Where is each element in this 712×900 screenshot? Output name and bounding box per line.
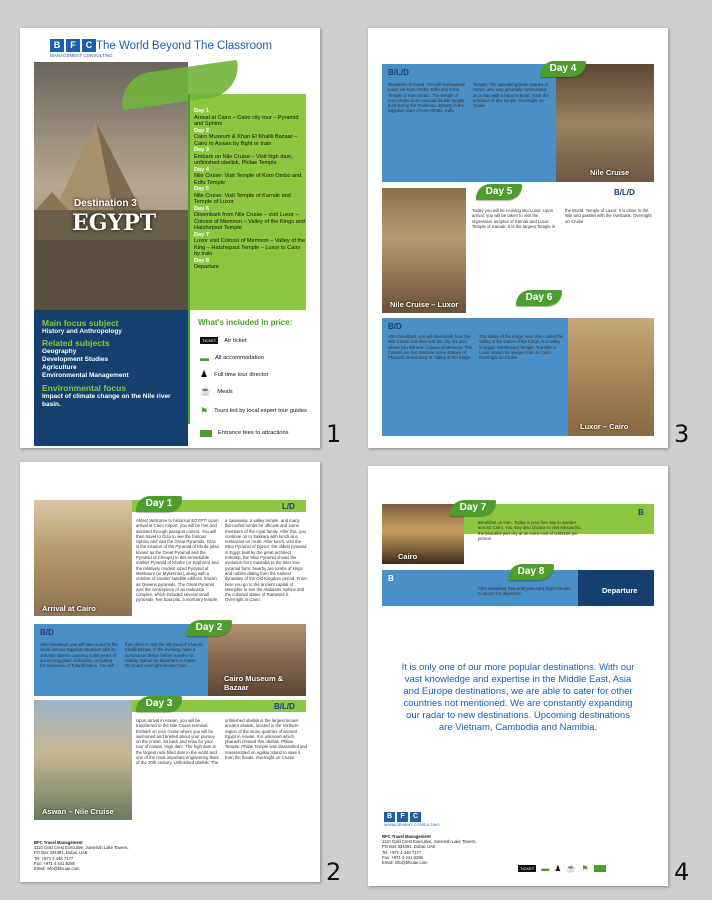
- day5-meal-tag: B/L/D: [614, 188, 635, 197]
- day4-photo: [556, 64, 654, 182]
- meals-icon: ☕: [200, 386, 212, 396]
- day3-text: Upon arrival in Aswan, you will be transferred to the Nile Cruise terminal. Embark on your cruise where you will be welcomed and briefed about your journey on the cruise. Sit back and relax for your tour of Aswan. High dam: The high dam is the largest rock-filled dam in the world and one of the most important engineering feats of the 20th century. Unfinished obelisk: The unfinished obelisk is the largest known ancient obelisk, located in the northern region of the stone quarries of ancient Egypt in Aswan. It is unknown which pharaoh created this obelisk. Philae Temple: Philae Temple was dismantled and reassembled on Agilkia Island to save it from the floods. Overnight on Cruise.: [136, 718, 308, 766]
- day5-photo: [382, 188, 466, 313]
- bfc-logo: B F C MANAGEMENT CONSULTING: [384, 813, 440, 827]
- included-list: [200, 332, 310, 444]
- itinerary-day-2: Day 2 Cairo Museum & Khan El Khalili Bazaar – Cairo to Aswan by flight or train: [194, 127, 298, 147]
- included-item: ☕ Meals: [200, 386, 233, 396]
- environmental-text: Impact of climate change on the Nile river basin.: [42, 393, 171, 408]
- day6-photo: [568, 318, 654, 436]
- day2-caption: Cairo Museum & Bazaar: [224, 674, 284, 692]
- day3-caption: Aswan – Nile Cruise: [42, 807, 114, 816]
- meals-icon: ☕: [566, 864, 577, 873]
- leaf-stem: [188, 94, 190, 424]
- closing-text: It is only one of our more popular destinations. With our vast knowledge and expertise in the Middle East, Asia and Europe destinations, we are able to cater for other countries not mentioned. We are constantly expanding our radar to new destinations. Upcoming destinations are Vietnam, Cambodia and Namibia.: [401, 662, 635, 733]
- guide-icon: ♟: [200, 369, 209, 379]
- day1-text: Ahlan! Welcome to historical EGYPT! Upon arrival at Cairo Airport, you will be met and assisted through passport control. You will then travel to Giza to see the famous Sphinx and visit the Great Pyramids. Giza is the location of the Pyramid of Khufu (also known as the Great Pyramid and the Pyramid of Cheops) in this remarkable marker Pyramid of Khafre (or Kephren) and the relatively modest sized Pyramid of Menkaure (or Mykerinus), along with a number of smaller satellite edifices, known as Queens pyramids. The Great Pyramid was the centrepiece of an elaborate complex, which included several small pyramids, five boat pits, a mortuary temple, a causeway, a valley temple, and many flat-roofed tombs for officials and some members of the royal family. After this, you continue on to Sakkara with lunch at a restaurant en route. After lunch, visit the Step Pyramid of Djoser, the oldest pyramid in Egypt built by the great architect Imhotep, the Step Pyramid shows the evolution from mastaba to the later true pyramid form. Nearby are tombs of kings and nobles dating from the earliest dynasties of the Old Kingdom period. From here you go to the ancient capital of Memphis to see the Alabaster Sphinx and the colossal statue of Rameses II. Overnight in Cairo.: [136, 518, 307, 603]
- itinerary-list: [194, 108, 306, 271]
- bed-icon: ▬: [541, 864, 550, 873]
- flag-icon: ⚑: [200, 405, 209, 416]
- ticket-icon: TICKET: [202, 338, 217, 343]
- included-item: Entrance fees to attractions: [200, 422, 310, 444]
- bfc-logo: B F C MANAGEMENT CONSULTING: [50, 40, 113, 58]
- day4-badge: Day 4: [540, 61, 586, 77]
- guide-icon: ♟: [554, 864, 562, 873]
- itinerary-day-6: Day 6 Disembark from Nile Cruise – visit Luxor – Colossi of Memnon – Valley of the Kings and Hatshepsut Temple: [194, 205, 305, 231]
- ticket-icon: [200, 430, 212, 437]
- day3-badge: Day 3: [136, 696, 182, 712]
- footer-address: BFC Travel Management 1110 Gold Crest Executive, Jumeirah Lake Towers, PO Box 334391, Dubai, UAE Tel: +971 4 448 7177 Fax: +971 4 441 9256 Email: info@bfcuae.com: [382, 834, 477, 866]
- day3-meal-tag: B/L/D: [274, 702, 295, 711]
- day6-badge: Day 6: [516, 290, 562, 306]
- page-number-4: 4: [674, 858, 690, 886]
- destination-name: EGYPT: [72, 210, 157, 236]
- itinerary-day-1: Day 1 Arrival at Cairo – Cairo city tour – Pyramid and Sphinx: [194, 108, 299, 127]
- day2-meal-tag: B/D: [40, 628, 54, 637]
- day4-text: Breakfast on board. You will sail towards Luxor via Kom Ombo, Edfu and Esna. Temple of Kom Ombo: The temple of Kom Ombo is an unusual double temple built during the Ptolemaic dynasty in the Egyptian town of Kom Ombo. Edfu Temple: The splendid granite statues of Horus, who was generally represented as a man with a falcon's head, mark the entrance of this temple. Overnight on Cruise.: [388, 82, 549, 114]
- ticket-icon: [594, 865, 606, 872]
- itinerary-day-3: Day 3 Embark on Nile Cruise – Visit high dam, unfinished obelisk, Philae Temple: [194, 147, 293, 166]
- included-item: ▬ All accommodation: [200, 352, 264, 363]
- day7-meal-tag: B: [638, 508, 644, 517]
- itinerary-day-5: Day 5 Nile Cruise: Visit Temple of Karnak and Temple of Luxor: [194, 186, 291, 205]
- bed-icon: ▬: [200, 352, 209, 363]
- day1-badge: Day 1: [136, 496, 182, 512]
- day8-text: After breakfast, free until your early flight transfer to airport for departure.: [478, 586, 571, 597]
- day4-meal-tag: B/L/D: [388, 68, 409, 77]
- page-number-1: 1: [326, 420, 342, 448]
- day4-caption: Nile Cruise: [590, 168, 630, 177]
- day8-badge: Day 8: [508, 564, 554, 580]
- day7-badge: Day 7: [450, 500, 496, 516]
- included-item: ♟ Full time tour director: [200, 369, 269, 379]
- included-item: TICKET Air ticket: [202, 337, 247, 344]
- day5-text: Today you will be cruising into Luxor. Upon arrival, you will be taken to visit the impressive temples of Karnak and Luxor. Temple of Karnak: It is the largest Temple in the World. Temple of Luxor: It is close to the Nile and parallel with the riverbank. Overnight on Cruise.: [472, 208, 652, 229]
- main-focus-title: Main focus subject: [42, 318, 119, 328]
- page-number-2: 2: [326, 858, 342, 886]
- day6-caption: Luxor – Cairo: [580, 422, 629, 431]
- day8-caption: Departure: [602, 586, 638, 595]
- day5-caption: Nile Cruise – Luxor: [390, 300, 459, 309]
- related-title: Related subjects: [42, 338, 110, 348]
- itinerary-day-4: Day 4 Nile Cruise: Visit Temple of Kom Ombo and Edfu Temple: [194, 166, 302, 186]
- ticket-icon: TICKET: [520, 866, 535, 871]
- day2-text: After breakfast, you will take a tour to the world famous Egyptian Museum with its 100,000 objects covering 4,000 years of ancient Egyptian civilization, including the treasures of Tutankhamun. You will then drive to visit the old souq of Khan El Khalili bazaar. In the evening, have a sumptuous dinner before transfer to railway station for departure to Aswan. On board overnight sleeper train.: [40, 642, 203, 669]
- footer-address: BFC Travel Management 1110 Gold Crest Executive, Jumeirah Lake Towers, PO Box 334391, Dubai, UAE Tel: +971 4 448 7177 Fax: +971 4 441 9256 Email: info@bfcuae.com: [34, 840, 129, 872]
- day7-caption: Cairo: [398, 552, 418, 561]
- day1-caption: Arrival at Cairo: [42, 604, 96, 613]
- page-number-3: 3: [674, 420, 690, 448]
- day2-badge: Day 2: [186, 620, 232, 636]
- brochure-page-4: [368, 466, 668, 886]
- included-icons-row: [518, 864, 606, 873]
- logo-subtitle: MANAGEMENT CONSULTING: [50, 53, 113, 58]
- subjects-panel: [34, 310, 188, 446]
- included-title: What's included in price:: [198, 318, 293, 327]
- brochure-page-1: [20, 28, 320, 448]
- day5-badge: Day 5: [476, 184, 522, 200]
- itinerary-day-8: Day 8 Departure: [194, 257, 219, 270]
- day6-meal-tag: B/D: [388, 322, 402, 331]
- day1-meal-tag: L/D: [282, 502, 295, 511]
- brochure-page-3: [368, 28, 668, 448]
- day8-meal-tag: B: [388, 574, 394, 583]
- day1-photo: [34, 500, 132, 616]
- brochure-page-2: [20, 462, 320, 882]
- day3-photo: [34, 700, 132, 820]
- itinerary-day-7: Day 7 Luxor visit Colossi of Memnon – Valley of the King – Hatshepsut Temple – Luxor to Cairo by train: [194, 231, 306, 257]
- header-title: The World Beyond The Classroom: [96, 40, 272, 52]
- included-item: ⚑ Tours led by local expert tour guides: [200, 405, 307, 416]
- related-list: Geography Development Studies Agriculture Environmental Management: [42, 348, 129, 379]
- environmental-title: Environmental focus: [42, 383, 127, 393]
- day7-text: Breakfast on train. Today is your free day to wander around Cairo. You may also choose to visit Alexandria, the beautiful port city at an extra cost of USD160 per person.: [478, 520, 582, 541]
- destination-label: Destination 3: [74, 198, 137, 209]
- day6-text: After breakfast, you will disembark from the Nile Cruise and then visit the city of Luxor where you will see: Colossi of Memnon: The Colossi are two massive stone statues of Pharaoh Amenhotep III. Valley of the Kings: The Valley of the Kings, less often called the Valley of the Gates of the Kings, is a valley in Egypt. Hatshepsut Temple: Transfer to Luxor station for sleeper train to Cairo. Overnight on Cruise.: [388, 334, 564, 361]
- main-focus-text: History and Anthropology: [42, 328, 122, 335]
- flag-icon: ⚑: [581, 864, 589, 873]
